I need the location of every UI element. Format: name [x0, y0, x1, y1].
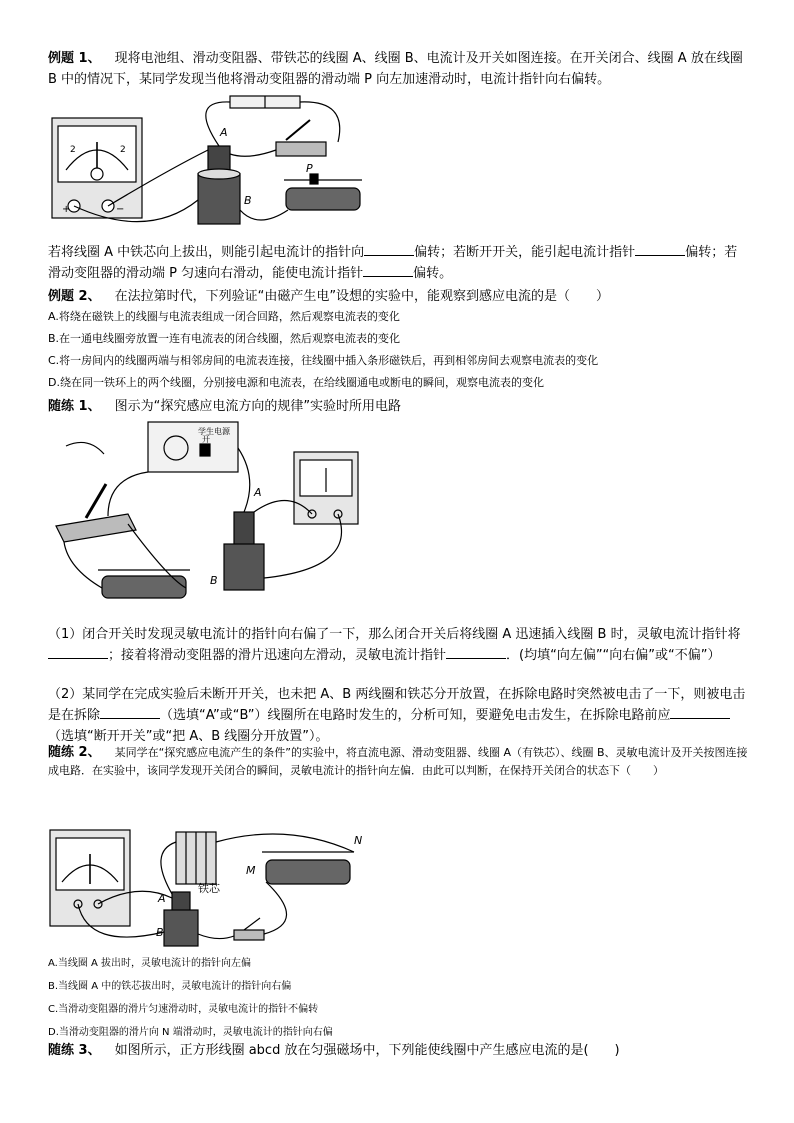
- ex1-blank-2: [635, 243, 685, 256]
- svg-text:−: −: [116, 204, 125, 215]
- pr1-blank-4: [670, 706, 730, 719]
- example-2-options: [48, 308, 748, 392]
- fig1-label-b: B: [244, 194, 252, 207]
- ex1-blank-1: [364, 243, 414, 256]
- pr1-p2-text-a: （2）某同学在完成实验后未断开开关，也未把 A、B 两线圈和铁芯分开放置，在拆除电路时突然被电击了一下，则被电击是在拆除: [48, 687, 746, 723]
- practice-1-part-1: [48, 624, 748, 666]
- pr2-option-b: B.当线圈 A 中的铁芯拔出时，灵敏电流计的指针向右偏: [48, 981, 292, 992]
- practice-1-circuit-figure: [48, 418, 368, 618]
- practice-1-stem: [48, 396, 748, 417]
- fig1-label-a: A: [220, 126, 228, 139]
- ex1-q-part1: 若将线圈 A 中铁芯向上拔出，则能引起电流计的指针向: [48, 245, 365, 260]
- practice-2-circuit-figure: [48, 822, 368, 952]
- fig-p1-switch-label: 开: [202, 435, 210, 444]
- ex2-option-d: D.绕在同一铁环上的两个线圈，分别接电源和电流表，在给线圈通电或断电的瞬间，观察电流表的变化: [48, 376, 544, 389]
- pr2-option-a: A.当线圈 A 拔出时，灵敏电流计的指针向左偏: [48, 958, 252, 969]
- ex2-option-c: C.将一房间内的线圈两端与相邻房间的电流表连接，往线圈中插入条形磁铁后，再到相邻房间去观察电流表的变化: [48, 354, 599, 367]
- fig-p2-label-m: M: [246, 864, 256, 877]
- svg-text:+: +: [62, 204, 71, 215]
- example-2-stem: [48, 286, 748, 307]
- fig-p1-source-label: 学生电源: [198, 427, 230, 436]
- pr1-p2-text-b: （选填“A”或“B”）线圈所在电路时发生的，分析可知，要避免电击发生，在拆除电路前应: [160, 708, 671, 723]
- ex1-q-part3: 偏转；若滑动变阻器的滑动端 P 匀速向右滑动，能使电流计指针: [48, 245, 738, 281]
- fig-p1-label-b: B: [210, 574, 218, 587]
- practice-2-text: 某同学在“探究感应电流产生的条件”的实验中，将直流电源、滑动变阻器、线圈 A（有铁芯）、线圈 B、灵敏电流计及开关按图连接成电路．在实验中，该同学发现开关闭合的瞬间，灵敏电流计的指针向左偏．由此可以判断，在保持开关闭合的状态下（ ）: [48, 746, 748, 777]
- example-1-questions: [48, 242, 748, 284]
- fig-p2-core-label: 铁芯: [198, 882, 220, 895]
- pr1-p1-text-c: ．(均填“向左偏”“向右偏”或“不偏”）: [506, 648, 721, 663]
- practice-1-part-2: [48, 684, 748, 747]
- svg-text:2: 2: [120, 145, 126, 155]
- pr1-blank-3: [100, 706, 160, 719]
- ex2-option-b: B.在一通电线圈旁放置一连有电流表的闭合线圈，然后观察电流表的变化: [48, 332, 401, 345]
- pr1-p2-text-c: （选填“断开开关”或“把 A、B 线圈分开放置”）。: [48, 729, 329, 744]
- example-2-text: 在法拉第时代，下列验证“由磁产生电”设想的实验中，能观察到感应电流的是（ ）: [114, 289, 610, 304]
- fig1-label-p: P: [306, 162, 313, 175]
- practice-2-options: [48, 955, 748, 1041]
- practice-1-text: 图示为“探究感应电流方向的规律”实验时所用电路: [114, 399, 402, 414]
- fig-p1-label-a: A: [254, 486, 262, 499]
- practice-3-text: 如图所示，正方形线圈 abcd 放在匀强磁场中，下列能使线圈中产生感应电流的是( ): [114, 1043, 620, 1058]
- example-1-stem: [48, 48, 748, 90]
- ex1-q-part4: 偏转。: [413, 266, 453, 281]
- practice-2-stem: [48, 744, 748, 780]
- example-1-label: 例题 1、: [48, 51, 101, 66]
- fig-p2-label-a: A: [158, 892, 166, 905]
- practice-3-stem: [48, 1040, 748, 1061]
- practice-2-label: 随练 2、: [48, 745, 101, 760]
- svg-text:2: 2: [70, 145, 76, 155]
- fig-p2-label-b: B: [156, 926, 164, 939]
- practice-3-label: 随练 3、: [48, 1043, 101, 1058]
- ex1-blank-3: [363, 264, 413, 277]
- ex1-q-part2: 偏转；若断开开关，能引起电流计指针: [414, 245, 636, 260]
- pr1-p1-text-a: （1）闭合开关时发现灵敏电流计的指针向右偏了一下，那么闭合开关后将线圈 A 迅速插入线圈 B 时，灵敏电流计指针将: [48, 627, 741, 642]
- example-1-text: 现将电池组、滑动变阻器、带铁芯的线圈 A、线圈 B、电流计及开关如图连接。在开关闭合、线圈 A 放在线圈 B 中的情况下，某同学发现当他将滑动变阻器的滑动端 P 向左加速滑动时，电流计指针向右偏转。: [48, 51, 743, 87]
- example-1-circuit-figure: [48, 90, 378, 232]
- pr1-blank-2: [446, 646, 506, 659]
- pr2-option-d: D.当滑动变阻器的滑片向 N 端滑动时，灵敏电流计的指针向右偏: [48, 1027, 333, 1038]
- pr1-p1-text-b: ；接着将滑动变阻器的滑片迅速向左滑动，灵敏电流计指针: [108, 648, 447, 663]
- fig-p2-label-n: N: [354, 834, 363, 847]
- example-2-label: 例题 2、: [48, 289, 101, 304]
- pr2-option-c: C.当滑动变阻器的滑片匀速滑动时，灵敏电流计的指针不偏转: [48, 1004, 319, 1015]
- practice-1-label: 随练 1、: [48, 399, 101, 414]
- ex2-option-a: A.将绕在磁铁上的线圈与电流表组成一闭合回路，然后观察电流表的变化: [48, 310, 400, 323]
- pr1-blank-1: [48, 646, 108, 659]
